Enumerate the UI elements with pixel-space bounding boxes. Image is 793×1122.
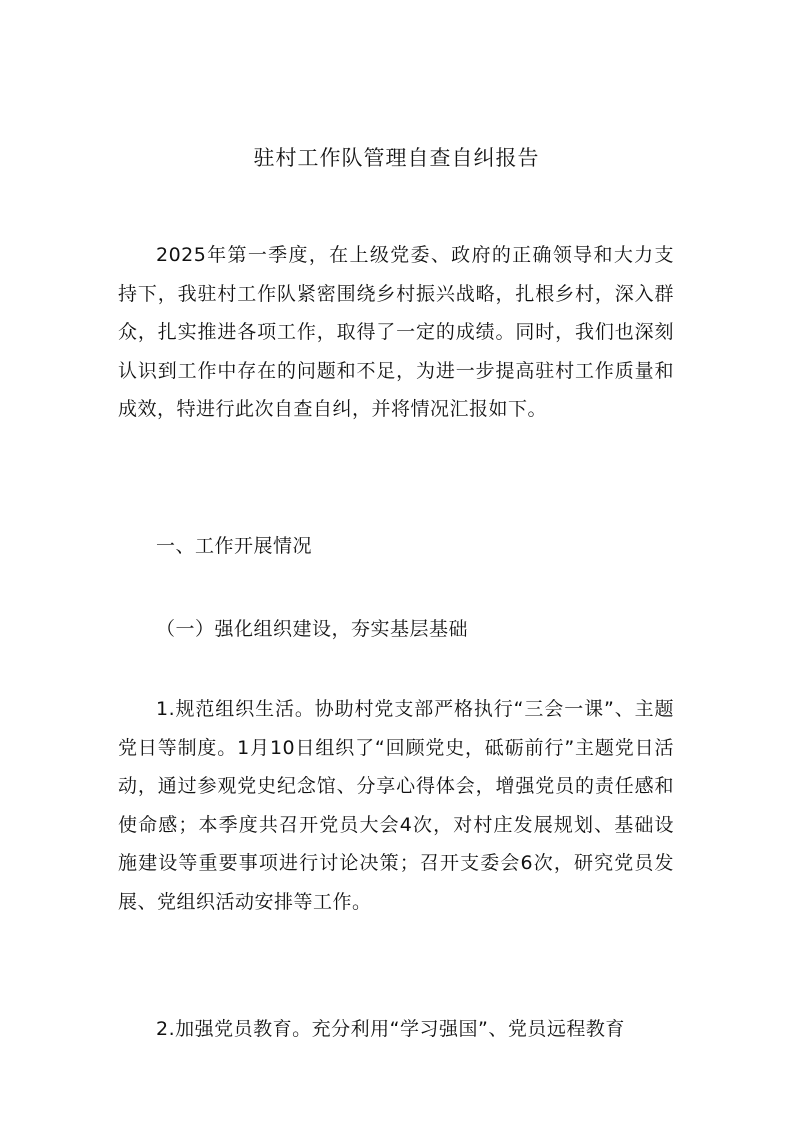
item-2-paragraph: 2.加强党员教育。充分利用“学习强国”、党员远程教育 (156, 1018, 625, 1040)
document-title: 驻村工作队管理自查自纠报告 (253, 146, 540, 171)
subsection-heading: （一）强化组织建设，夯实基层基础 (156, 618, 469, 640)
item-1-paragraph: 1.规范组织生活。协助村党支部严格执行“三会一课”、主题党日等制度。1月10日组织了“回顾党史，砥砺前行”主题党日活动，通过参观党史纪念馆、分享心得体会，增强党员的责任感和使命感；本季度共召开党员大会4次，对村庄发展规划、基础设施建设等重要事项进行讨论决策；召开支委会6次，研究党员发展、党组织活动安排等工作。 (118, 698, 674, 913)
section-heading: 一、工作开展情况 (156, 535, 313, 557)
intro-paragraph: 2025年第一季度，在上级党委、政府的正确领导和大力支持下，我驻村工作队紧密围绕乡村振兴战略，扎根乡村，深入群众，扎实推进各项工作，取得了一定的成绩。同时，我们也深刻认识到工作中存在的问题和不足，为进一步提高驻村工作质量和成效，特进行此次自查自纠，并将情况汇报如下。 (118, 244, 674, 420)
